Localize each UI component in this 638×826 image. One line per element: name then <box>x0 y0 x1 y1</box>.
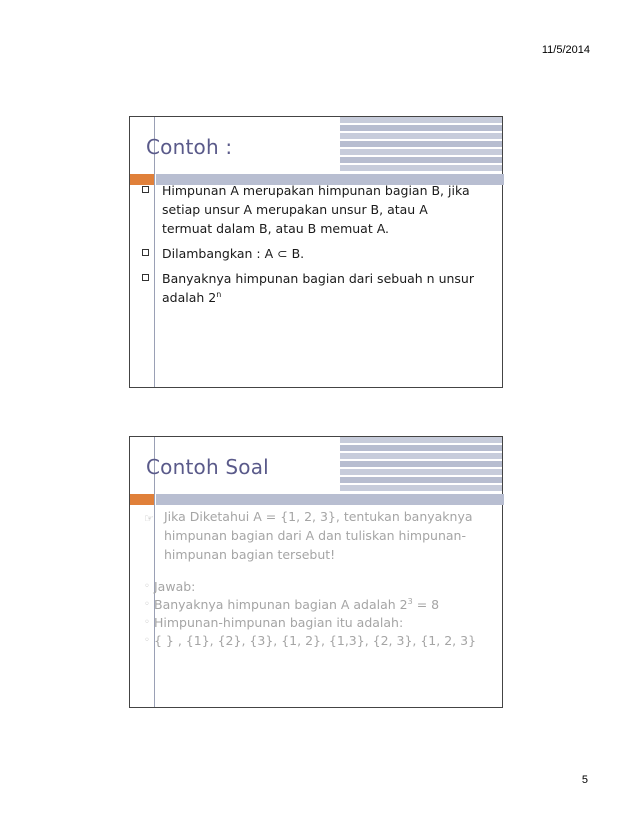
list-item <box>142 614 482 632</box>
dot-bullet-icon: ◦ <box>144 581 150 592</box>
slide-title: Contoh : <box>146 135 233 159</box>
exponent: n <box>216 289 222 299</box>
square-bullet-icon <box>142 249 149 256</box>
square-bullet-icon <box>142 186 149 193</box>
bullet-text: Banyaknya himpunan bagian dari sebuah n unsur adalah 2 <box>162 271 474 305</box>
slide-title: Contoh Soal <box>146 455 269 479</box>
exponent: 3 <box>407 596 413 606</box>
list-item <box>142 632 482 650</box>
answer-text: { } , {1}, {2}, {3}, {1, 2}, {1,3}, {2, 3}, {1, 2, 3} <box>154 633 477 648</box>
slide-contoh <box>129 116 503 388</box>
list-item <box>140 181 480 238</box>
answer-text: Himpunan-himpunan bagian itu adalah: <box>154 615 404 630</box>
dot-bullet-icon: ◦ <box>144 599 150 610</box>
question-item <box>142 507 482 564</box>
question-text: Jika Diketahui A = {1, 2, 3}, tentukan banyaknya himpunan bagian dari A dan tuliskan himpunan-himpunan bagian tersebut! <box>164 509 473 562</box>
dot-bullet-icon: ◦ <box>144 617 150 628</box>
list-item <box>140 269 480 307</box>
dot-bullet-icon: ◦ <box>144 635 150 646</box>
header-stripes <box>340 117 502 173</box>
answer-result: = 8 <box>412 597 440 612</box>
list-item <box>142 578 482 596</box>
answer-list <box>142 578 482 650</box>
page-number: 5 <box>581 774 588 786</box>
answer-text: Jawab: <box>154 579 196 594</box>
title-band <box>156 494 504 505</box>
bullet-text: Himpunan A merupakan himpunan bagian B, jika setiap unsur A merupakan unsur B, atau A termuat dalam B, atau B memuat A. <box>162 183 470 236</box>
bullet-text: Dilambangkan : A ⊂ B. <box>162 246 305 261</box>
page-date: 11/5/2014 <box>541 44 590 56</box>
answer-text: Banyaknya himpunan bagian A adalah 2 <box>154 597 408 612</box>
question-block <box>142 507 482 650</box>
square-bullet-icon <box>142 274 149 281</box>
slide-contoh-soal <box>129 436 503 708</box>
header-stripes <box>340 437 502 493</box>
list-item <box>142 596 482 614</box>
list-item <box>140 244 480 263</box>
pointing-hand-icon: ☞ <box>144 512 154 525</box>
bullet-list <box>140 181 480 313</box>
title-bar <box>130 494 504 506</box>
title-accent <box>130 494 154 505</box>
